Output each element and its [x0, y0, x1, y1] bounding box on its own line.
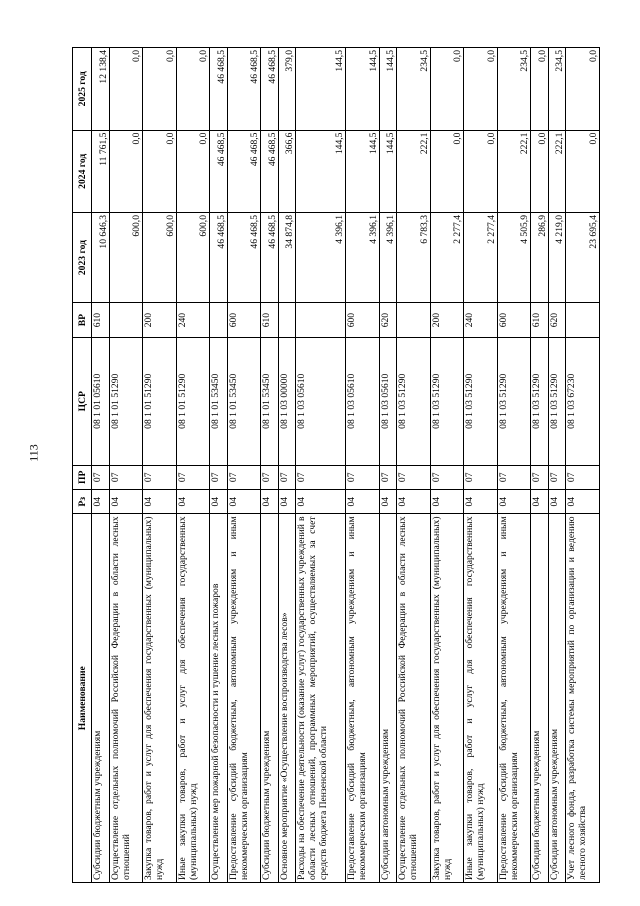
- cell-vr: 600: [345, 303, 379, 338]
- cell-2023: 286,9: [531, 213, 549, 303]
- column-header-csr: ЦСР: [73, 337, 92, 465]
- cell-vr: [296, 303, 346, 338]
- cell-2024: 46 468,5: [261, 130, 279, 212]
- table-row: [379, 48, 397, 883]
- cell-2025: 0,0: [566, 48, 600, 131]
- cell-rz: 04: [497, 490, 531, 514]
- cell-csr: 08 1 01 05610: [92, 337, 110, 465]
- cell-name: Субсидии автономным учреждениям: [548, 514, 566, 883]
- cell-pr: 07: [397, 465, 431, 489]
- cell-pr: 07: [531, 465, 549, 489]
- cell-name: Закупка товаров, работ и услуг для обеспечения государственных (муниципальных) нужд: [430, 514, 464, 883]
- cell-name: Предоставление субсидий бюджетным, автономным учреждениям и иным некоммерческим организациям: [227, 514, 261, 883]
- table-row: [566, 48, 600, 883]
- cell-2024: 144,5: [379, 130, 397, 212]
- column-header-rz: Рз: [73, 490, 92, 514]
- cell-csr: 08 1 01 51290: [143, 337, 177, 465]
- cell-2025: 234,5: [397, 48, 431, 131]
- cell-2023: 10 646,3: [92, 213, 110, 303]
- cell-2024: 222,1: [497, 130, 531, 212]
- cell-rz: 04: [261, 490, 279, 514]
- table-row: [430, 48, 464, 883]
- budget-table: [72, 47, 600, 883]
- cell-csr: 08 1 03 51290: [548, 337, 566, 465]
- cell-vr: 240: [464, 303, 498, 338]
- cell-name: Осуществление отдельных полномочий Российской Федерации в области лесных отношений: [109, 514, 143, 883]
- cell-2024: 222,1: [548, 130, 566, 212]
- cell-csr: 08 1 03 05610: [379, 337, 397, 465]
- cell-name: Учет лесного фонда, разработка системы мероприятий по организации и ведению лесного хозяйства: [566, 514, 600, 883]
- cell-name: Закупка товаров, работ и услуг для обеспечения государственных (муниципальных) нужд: [143, 514, 177, 883]
- cell-csr: 08 1 03 67230: [566, 337, 600, 465]
- column-header-2023: 2023 год: [73, 213, 92, 303]
- cell-2024: 0,0: [531, 130, 549, 212]
- cell-pr: 07: [379, 465, 397, 489]
- cell-2023: 4 219,0: [548, 213, 566, 303]
- cell-2023: 46 468,5: [210, 213, 228, 303]
- cell-rz: 04: [548, 490, 566, 514]
- cell-2025: 0,0: [109, 48, 143, 131]
- column-header-name: Наименование: [73, 514, 92, 883]
- cell-vr: 200: [143, 303, 177, 338]
- table-header-row: [73, 48, 92, 883]
- cell-2024: 0,0: [464, 130, 498, 212]
- cell-2024: 222,1: [397, 130, 431, 212]
- cell-rz: 04: [464, 490, 498, 514]
- cell-name: Осуществление мер пожарной безопасности и тушение лесных пожаров: [210, 514, 228, 883]
- table-row: [92, 48, 110, 883]
- cell-pr: 07: [430, 465, 464, 489]
- column-header-vr: ВР: [73, 303, 92, 338]
- cell-pr: 07: [464, 465, 498, 489]
- cell-2024: 0,0: [176, 130, 210, 212]
- cell-2023: 23 695,4: [566, 213, 600, 303]
- table-row: [497, 48, 531, 883]
- page-number: 113: [26, 444, 41, 462]
- cell-2025: 234,5: [548, 48, 566, 131]
- table-row: [296, 48, 346, 883]
- cell-vr: 610: [531, 303, 549, 338]
- cell-csr: 08 1 01 53450: [261, 337, 279, 465]
- cell-rz: 04: [143, 490, 177, 514]
- cell-rz: 04: [278, 490, 296, 514]
- cell-pr: 07: [548, 465, 566, 489]
- cell-csr: 08 1 01 51290: [176, 337, 210, 465]
- table-row: [210, 48, 228, 883]
- cell-2023: 4 505,9: [497, 213, 531, 303]
- cell-2023: 600,0: [176, 213, 210, 303]
- cell-rz: 04: [430, 490, 464, 514]
- cell-name: Основное мероприятие «Осуществление воспроизводства лесов»: [278, 514, 296, 883]
- cell-rz: 04: [566, 490, 600, 514]
- cell-vr: [566, 303, 600, 338]
- cell-2025: 0,0: [464, 48, 498, 131]
- table-row: [345, 48, 379, 883]
- cell-2023: 46 468,5: [227, 213, 261, 303]
- cell-2024: 144,5: [296, 130, 346, 212]
- cell-2024: 0,0: [566, 130, 600, 212]
- table-row: [176, 48, 210, 883]
- rotated-budget-table-wrapper: [72, 47, 600, 883]
- cell-csr: 08 1 03 05610: [296, 337, 346, 465]
- cell-vr: 610: [261, 303, 279, 338]
- cell-name: Иные закупки товаров, работ и услуг для обеспечения государственных (муниципальных) нужд: [464, 514, 498, 883]
- cell-vr: 600: [497, 303, 531, 338]
- cell-vr: [278, 303, 296, 338]
- cell-2025: 0,0: [143, 48, 177, 131]
- cell-pr: 07: [345, 465, 379, 489]
- cell-2024: 0,0: [430, 130, 464, 212]
- cell-2025: 0,0: [176, 48, 210, 131]
- cell-csr: 08 1 03 51290: [430, 337, 464, 465]
- cell-2023: 46 468,5: [261, 213, 279, 303]
- cell-vr: 240: [176, 303, 210, 338]
- cell-2023: 600,0: [109, 213, 143, 303]
- cell-2024: 0,0: [109, 130, 143, 212]
- cell-pr: 07: [210, 465, 228, 489]
- table-row: [109, 48, 143, 883]
- cell-2023: 600,0: [143, 213, 177, 303]
- cell-2025: 0,0: [531, 48, 549, 131]
- cell-2025: 0,0: [430, 48, 464, 131]
- cell-vr: 620: [548, 303, 566, 338]
- cell-name: Предоставление субсидий бюджетным, автономным учреждениям и иным некоммерческим организациям: [345, 514, 379, 883]
- table-body: [92, 48, 600, 883]
- cell-2024: 46 468,5: [210, 130, 228, 212]
- cell-2024: 144,5: [345, 130, 379, 212]
- cell-name: Иные закупки товаров, работ и услуг для обеспечения государственных (муниципальных) нужд: [176, 514, 210, 883]
- cell-2023: 4 396,1: [379, 213, 397, 303]
- cell-vr: 620: [379, 303, 397, 338]
- column-header-2024: 2024 год: [73, 130, 92, 212]
- cell-2024: 46 468,5: [227, 130, 261, 212]
- cell-rz: 04: [397, 490, 431, 514]
- table-row: [261, 48, 279, 883]
- table-row: [531, 48, 549, 883]
- cell-rz: 04: [227, 490, 261, 514]
- cell-name: Предоставление субсидий бюджетным, автономным учреждениям и иным некоммерческим организациям: [497, 514, 531, 883]
- cell-pr: 07: [92, 465, 110, 489]
- cell-csr: 08 1 03 51290: [464, 337, 498, 465]
- cell-csr: 08 1 03 05610: [345, 337, 379, 465]
- cell-2024: 0,0: [143, 130, 177, 212]
- cell-name: Расходы на обеспечение деятельности (оказание услуг) государственных учреждений в области лесных отношений, программных мероприятий, осуществляемых за счет средств бюджета Пензенской области: [296, 514, 346, 883]
- cell-2024: 11 761,5: [92, 130, 110, 212]
- cell-2024: 366,6: [278, 130, 296, 212]
- cell-csr: 08 1 01 51290: [109, 337, 143, 465]
- column-header-pr: ПР: [73, 465, 92, 489]
- cell-vr: [210, 303, 228, 338]
- cell-2025: 234,5: [497, 48, 531, 131]
- cell-pr: 07: [261, 465, 279, 489]
- cell-2025: 379,0: [278, 48, 296, 131]
- cell-pr: 07: [109, 465, 143, 489]
- cell-name: Осуществление отдельных полномочий Российской Федерации в области лесных отношений: [397, 514, 431, 883]
- cell-vr: [397, 303, 431, 338]
- cell-pr: 07: [278, 465, 296, 489]
- cell-pr: 07: [176, 465, 210, 489]
- cell-2023: 4 396,1: [296, 213, 346, 303]
- cell-rz: 04: [531, 490, 549, 514]
- cell-name: Субсидии автономным учреждениям: [379, 514, 397, 883]
- table-row: [227, 48, 261, 883]
- cell-2025: 144,5: [296, 48, 346, 131]
- table-row: [397, 48, 431, 883]
- cell-2025: 46 468,5: [227, 48, 261, 131]
- cell-csr: 08 1 03 00000: [278, 337, 296, 465]
- cell-name: Субсидии бюджетным учреждениям: [92, 514, 110, 883]
- cell-2023: 2 277,4: [464, 213, 498, 303]
- cell-vr: 610: [92, 303, 110, 338]
- cell-rz: 04: [345, 490, 379, 514]
- cell-vr: 200: [430, 303, 464, 338]
- cell-rz: 04: [109, 490, 143, 514]
- cell-rz: 04: [92, 490, 110, 514]
- cell-rz: 04: [379, 490, 397, 514]
- table-row: [278, 48, 296, 883]
- cell-pr: 07: [497, 465, 531, 489]
- table-row: [143, 48, 177, 883]
- cell-pr: 07: [143, 465, 177, 489]
- cell-pr: 07: [566, 465, 600, 489]
- cell-name: Субсидии бюджетным учреждениям: [261, 514, 279, 883]
- cell-rz: 04: [176, 490, 210, 514]
- column-header-2025: 2025 год: [73, 48, 92, 131]
- cell-csr: 08 1 01 53450: [210, 337, 228, 465]
- cell-rz: 04: [210, 490, 228, 514]
- cell-2025: 144,5: [379, 48, 397, 131]
- table-row: [464, 48, 498, 883]
- cell-2025: 12 138,4: [92, 48, 110, 131]
- cell-pr: 07: [227, 465, 261, 489]
- cell-pr: 07: [296, 465, 346, 489]
- cell-2023: 4 396,1: [345, 213, 379, 303]
- cell-2023: 2 277,4: [430, 213, 464, 303]
- cell-csr: 08 1 03 51290: [531, 337, 549, 465]
- cell-2025: 46 468,5: [261, 48, 279, 131]
- cell-name: Субсидии бюджетным учреждениям: [531, 514, 549, 883]
- cell-csr: 08 1 01 53450: [227, 337, 261, 465]
- cell-2023: 34 874,8: [278, 213, 296, 303]
- cell-csr: 08 1 03 51290: [397, 337, 431, 465]
- cell-2025: 144,5: [345, 48, 379, 131]
- cell-rz: 04: [296, 490, 346, 514]
- cell-vr: [109, 303, 143, 338]
- cell-vr: 600: [227, 303, 261, 338]
- table-row: [548, 48, 566, 883]
- cell-2025: 46 468,5: [210, 48, 228, 131]
- cell-csr: 08 1 03 51290: [497, 337, 531, 465]
- cell-2023: 6 783,3: [397, 213, 431, 303]
